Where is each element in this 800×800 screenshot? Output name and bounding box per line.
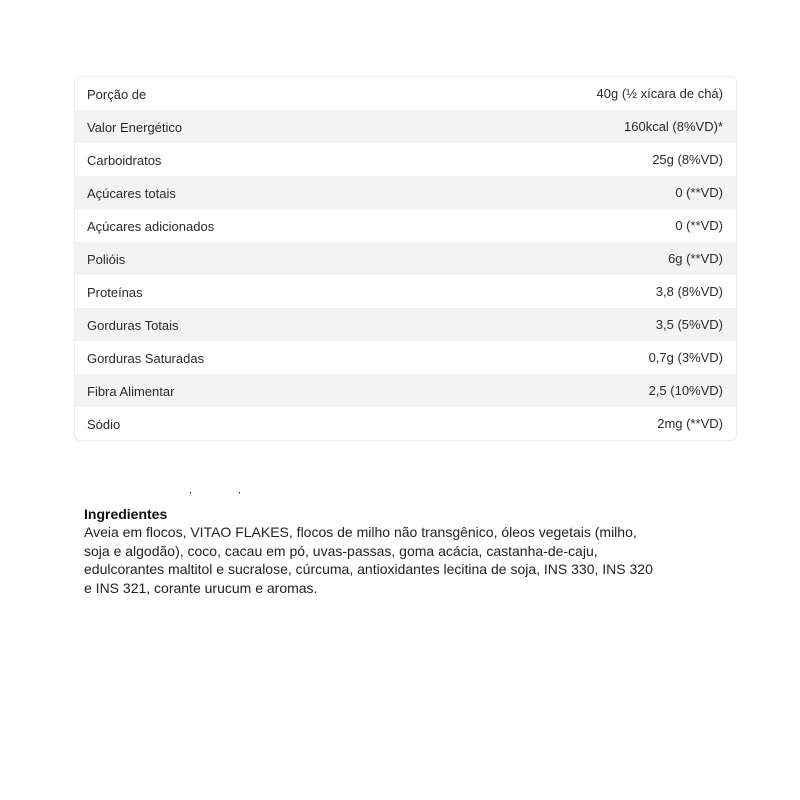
row-label: Polióis bbox=[87, 252, 126, 267]
ingredients-line: soja e algodão), coco, cacau em pó, uvas-passas, goma acácia, castanha-de-caju, bbox=[84, 542, 598, 559]
row-label: Carboidratos bbox=[87, 153, 162, 168]
nutrition-row-carbohydrates bbox=[75, 143, 736, 176]
ingredients-line: e INS 321, corante urucum e aromas. bbox=[84, 579, 318, 596]
row-value: 2mg (**VD) bbox=[657, 416, 723, 431]
row-label: Fibra Alimentar bbox=[87, 384, 175, 399]
row-label: Gorduras Saturadas bbox=[87, 351, 205, 366]
row-label: Valor Energético bbox=[87, 120, 183, 135]
row-value: 160kcal (8%VD)* bbox=[624, 119, 723, 134]
nutrition-row-proteins bbox=[75, 275, 736, 308]
row-value: 0 (**VD) bbox=[675, 218, 723, 233]
nutrition-row-total-fat bbox=[75, 308, 736, 341]
nutrition-table bbox=[74, 76, 737, 441]
nutrition-row-fiber bbox=[75, 374, 736, 407]
nutrition-row-serving bbox=[75, 77, 736, 110]
ingredients-text bbox=[84, 523, 724, 597]
row-value: 3,5 (5%VD) bbox=[655, 317, 723, 332]
row-value: 25g (8%VD) bbox=[652, 152, 723, 167]
nutrition-row-energy bbox=[75, 110, 736, 143]
nutrition-row-saturated-fat bbox=[75, 341, 736, 374]
row-value: 2,5 (10%VD) bbox=[648, 383, 723, 398]
ingredients-title: Ingredientes bbox=[84, 506, 168, 522]
ingredients-section bbox=[84, 505, 724, 597]
row-value: 6g (**VD) bbox=[668, 251, 723, 266]
nutrition-row-total-sugars bbox=[75, 176, 736, 209]
row-label: Porção de bbox=[87, 87, 147, 102]
row-value: 40g (½ xícara de chá) bbox=[596, 86, 723, 101]
nutrition-row-added-sugars bbox=[75, 209, 736, 242]
row-label: Açúcares totais bbox=[87, 186, 176, 201]
row-label: Proteínas bbox=[87, 285, 143, 300]
ingredients-line: Aveia em flocos, VITAO FLAKES, flocos de milho não transgênico, óleos vegetais (milho, bbox=[84, 524, 637, 540]
ingredients-line: edulcorantes maltitol e sucralose, cúrcuma, antioxidantes lecitina de soja, INS 330, INS 320 bbox=[84, 561, 653, 577]
row-label: Açúcares adicionados bbox=[87, 219, 215, 234]
row-label: Sódio bbox=[87, 417, 121, 432]
row-value: 0,7g (3%VD) bbox=[648, 350, 723, 365]
nutrition-row-polyols bbox=[75, 242, 736, 275]
row-value: 0 (**VD) bbox=[675, 185, 723, 200]
row-label: Gorduras Totais bbox=[87, 318, 179, 333]
cutoff-text-fragment: ,, bbox=[189, 486, 288, 494]
row-value: 3,8 (8%VD) bbox=[655, 284, 723, 299]
nutrition-row-sodium bbox=[75, 407, 736, 440]
